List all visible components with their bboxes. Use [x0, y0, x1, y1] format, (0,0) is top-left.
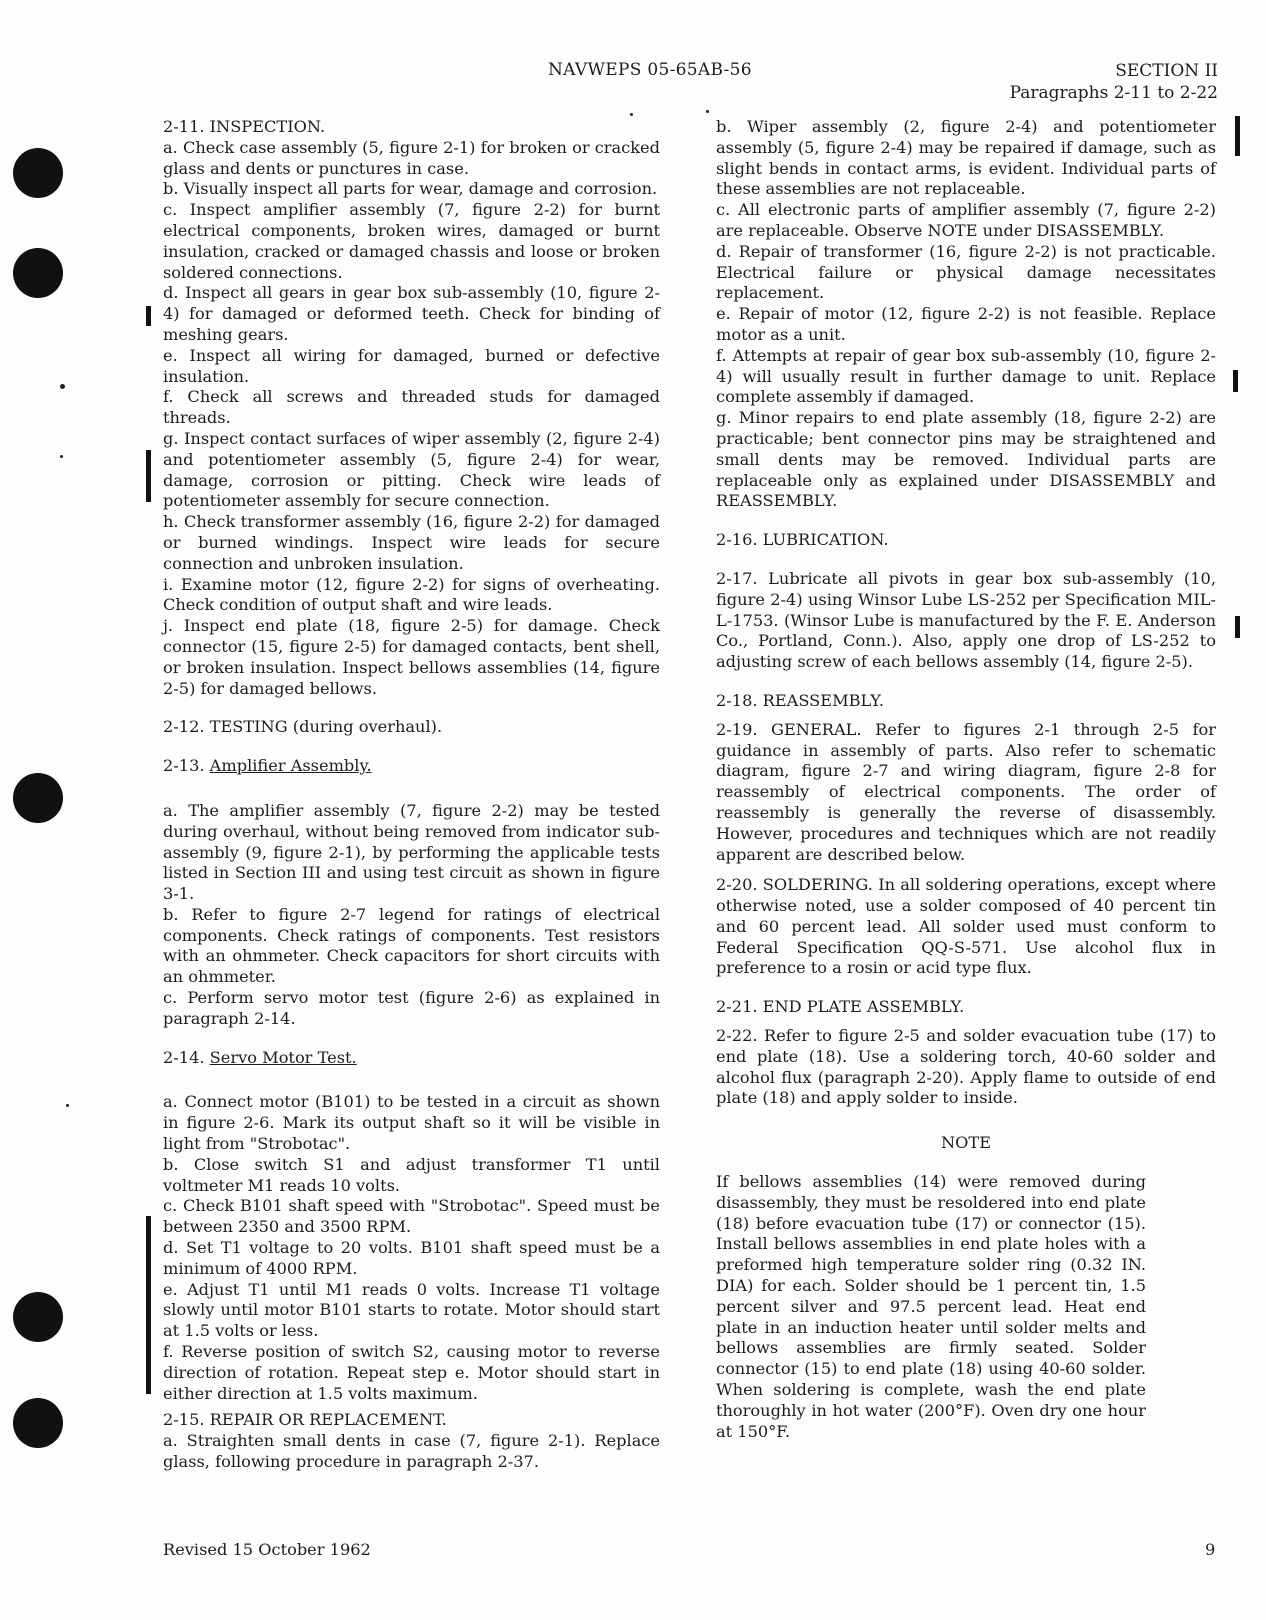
servo-item-d: d. Set T1 voltage to 20 volts. B101 shaft speed must be a minimum of 4000 RPM. [163, 1238, 660, 1278]
heading-servo-motor-test [163, 1048, 660, 1069]
left-column [163, 117, 660, 1473]
change-bar [1233, 370, 1238, 392]
inspection-item-j: j. Inspect end plate (18, figure 2-5) for damage. Check connector (15, figure 2-5) for damaged contacts, bent shell, or broken insulation. Inspect bellows assemblies (14, figure 2-5) for damaged bellows. [163, 616, 660, 698]
heading-inspection: 2-11. INSPECTION. [163, 117, 326, 136]
change-bar [1235, 616, 1240, 638]
margin-speck [66, 1104, 69, 1107]
servo-item-a: a. Connect motor (B101) to be tested in a circuit as shown in figure 2-6. Mark its output shaft so it will be visible in light from "Strobotac". [163, 1092, 660, 1154]
servo-item-c: c. Check B101 shaft speed with "Strobotac". Speed must be between 2350 and 3500 RPM. [163, 1196, 660, 1237]
revision-date: Revised 15 October 1962 [163, 1540, 371, 1559]
heading-amplifier-assembly [163, 756, 660, 777]
binder-hole-5 [13, 1398, 63, 1448]
heading-reassembly: 2-18. REASSEMBLY. [716, 690, 884, 710]
margin-speck [60, 384, 65, 389]
margin-speck [630, 113, 633, 116]
heading-end-plate-assembly: 2-21. END PLATE ASSEMBLY. [716, 997, 965, 1017]
change-bar [146, 1216, 151, 1394]
binder-hole-2 [13, 248, 63, 298]
repair-item-c: c. All electronic parts of amplifier assembly (7, figure 2-2) are replaceable. Observe NOTE under DISASSEMBLY. [716, 200, 1216, 240]
paragraph-range: Paragraphs 2-11 to 2-22 [1009, 83, 1218, 103]
note-body: If bellows assemblies (14) were removed during disassembly, they must be resoldered into end plate (18) before evacuation tube (17) or connector (15). Install bellows assemblies in end plate holes with a preformed high temperature solder ring (0.32 IN. DIA) for each. Solder should be 1 percent tin, 1.5 percent silver and 97.5 percent lead. Heat end plate in an induction heater until solder melts and bellows assemblies are firmly seated. Solder connector (15) to end plate (18) using 40-60 solder. When soldering is complete, wash the end plate thoroughly in hot water (200°F). Oven dry one hour at 150°F. [716, 1172, 1146, 1441]
inspection-item-f: f. Check all screws and threaded studs for damaged threads. [163, 387, 660, 428]
margin-speck [60, 455, 63, 458]
inspection-item-a: a. Check case assembly (5, figure 2-1) for broken or cracked glass and dents or punctures in case. [163, 137, 660, 178]
servo-item-e: e. Adjust T1 until M1 reads 0 volts. Increase T1 voltage slowly until motor B101 starts to rotate. Motor should start at 1.5 volts or less. [163, 1279, 660, 1341]
inspection-item-c: c. Inspect amplifier assembly (7, figure 2-2) for burnt electrical components, broken wires, damaged or burnt insulation, cracked or damaged chassis and loose or broken soldered connections. [163, 200, 660, 282]
note-title: NOTE [940, 1133, 992, 1153]
page-number: 9 [1205, 1540, 1216, 1559]
repair-item-a: a. Straighten small dents in case (7, figure 2-1). Replace glass, following procedure in paragraph 2-37. [163, 1431, 660, 1472]
repair-item-f: f. Attempts at repair of gear box sub-assembly (10, figure 2-4) will usually result in further damage to unit. Replace complete assembly if damaged. [716, 345, 1216, 407]
general-paragraph: 2-19. GENERAL. Refer to figures 2-1 through 2-5 for guidance in assembly of parts. Also refer to schematic diagram, figure 2-7 and wiring diagram, figure 2-8 for reassembly of electrical components. The order of reassembly is generally the reverse of disassembly. However, procedures and techniques which are not readily apparent are described below. [716, 719, 1216, 864]
inspection-item-h: h. Check transformer assembly (16, figure 2-2) for damaged or burned windings. Inspect wire leads for secure connection and unbroken insulation. [163, 512, 660, 573]
heading-number: 2-14. [163, 1047, 205, 1067]
inspection-item-g: g. Inspect contact surfaces of wiper assembly (2, figure 2-4) and potentiometer assembly (5, figure 2-4) for wear, damage, corrosion or pitting. Check wire leads of potentiometer assembly for secure connection. [163, 428, 660, 511]
heading-text: Servo Motor Test. [209, 1047, 357, 1067]
change-bar [146, 306, 151, 326]
binder-hole-3 [13, 773, 63, 823]
inspection-item-d: d. Inspect all gears in gear box sub-assembly (10, figure 2-4) for damaged or deformed teeth. Check for binding of meshing gears. [163, 283, 660, 344]
repair-item-d: d. Repair of transformer (16, figure 2-2) is not practicable. Electrical failure or physical damage necessitates replacement. [716, 241, 1216, 303]
inspection-item-i: i. Examine motor (12, figure 2-2) for signs of overheating. Check condition of output shaft and wire leads. [163, 574, 660, 615]
change-bar [1235, 116, 1240, 156]
repair-item-g: g. Minor repairs to end plate assembly (18, figure 2-2) are practicable; bent connector pins may be straightened and small dents may be removed. Individual parts are replaceable only as explained under DISASSEMBLY and REASSEMBLY. [716, 408, 1216, 511]
document-number: NAVWEPS 05-65AB-56 [548, 60, 752, 80]
servo-item-f: f. Reverse position of switch S2, causing motor to reverse direction of rotation. Repeat step e. Motor should start in either direction at 1.5 volts maximum. [163, 1342, 660, 1403]
amplifier-item-a: a. The amplifier assembly (7, figure 2-2) may be tested during overhaul, without being removed from indicator sub-assembly (9, figure 2-1), by performing the applicable tests listed in Section III and using test circuit as shown in figure 3-1. [163, 800, 660, 904]
right-column [716, 117, 1216, 1442]
heading-repair-replacement: 2-15. REPAIR OR REPLACEMENT. [163, 1410, 447, 1430]
heading-testing: 2-12. TESTING (during overhaul). [163, 717, 443, 737]
heading-lubrication: 2-16. LUBRICATION. [716, 530, 889, 550]
section-header [1010, 60, 1218, 104]
inspection-item-b: b. Visually inspect all parts for wear, damage and corrosion. [163, 179, 658, 199]
heading-text: Amplifier Assembly. [209, 756, 372, 776]
binder-hole-1 [13, 148, 63, 198]
amplifier-item-b: b. Refer to figure 2-7 legend for ratings of electrical components. Check ratings of components. Test resistors with an ohmmeter. Check capacitors for short circuits with an ohmmeter. [163, 904, 660, 987]
inspection-item-e: e. Inspect all wiring for damaged, burned or defective insulation. [163, 345, 660, 386]
soldering-paragraph: 2-20. SOLDERING. In all soldering operations, except where otherwise noted, use a solder composed of 40 percent tin and 60 percent lead. All solder used must conform to Federal Specification QQ-S-571. Use alcohol flux in preference to a rosin or acid type flux. [716, 875, 1216, 978]
repair-item-b: b. Wiper assembly (2, figure 2-4) and potentiometer assembly (5, figure 2-4) may be repaired if damage, such as slight bends in contact arms, is evident. Individual parts of these assemblies are not replaceable. [716, 117, 1216, 199]
heading-number: 2-13. [163, 756, 205, 776]
section-label: SECTION II [1115, 61, 1218, 81]
change-bar [146, 450, 151, 502]
servo-item-b: b. Close switch S1 and adjust transformer T1 until voltmeter M1 reads 10 volts. [163, 1154, 660, 1195]
amplifier-item-c: c. Perform servo motor test (figure 2-6) as explained in paragraph 2-14. [163, 988, 660, 1028]
lubrication-paragraph: 2-17. Lubricate all pivots in gear box sub-assembly (10, figure 2-4) using Winsor Lube LS-252 per Specification MIL-L-1753. (Winsor Lube is manufactured by the F. E. Anderson Co., Portland, Conn.). Also, apply one drop of LS-252 to adjusting screw of each bellows assembly (14, figure 2-5). [716, 568, 1216, 672]
binder-hole-4 [13, 1292, 63, 1342]
margin-speck [706, 110, 709, 113]
repair-item-e: e. Repair of motor (12, figure 2-2) is not feasible. Replace motor as a unit. [716, 304, 1216, 344]
end-plate-paragraph: 2-22. Refer to figure 2-5 and solder evacuation tube (17) to end plate (18). Use a soldering torch, 40-60 solder and alcohol flux (paragraph 2-20). Apply flame to outside of end plate (18) and apply solder to inside. [716, 1026, 1216, 1108]
